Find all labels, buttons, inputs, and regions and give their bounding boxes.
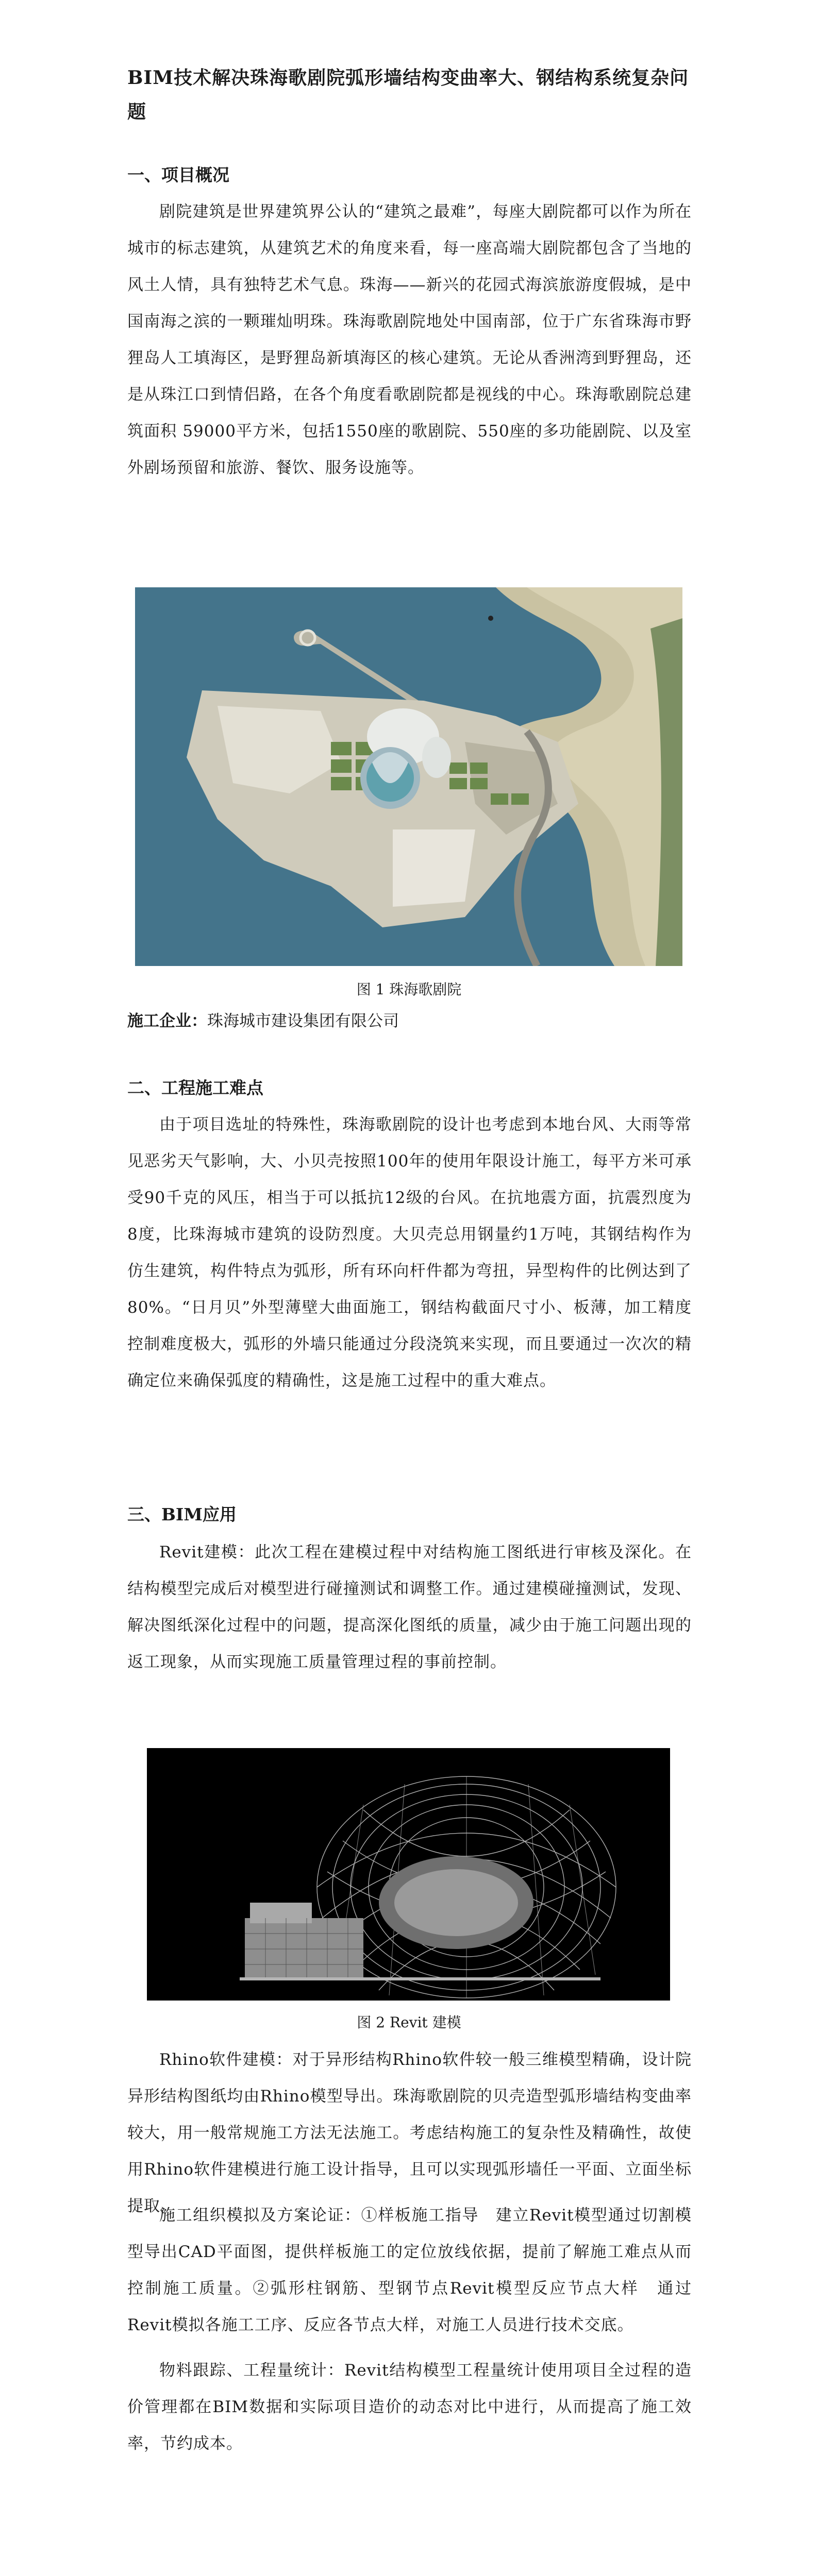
overview-paragraph: 剧院建筑是世界建筑界公认的“建筑之最难”，每座大剧院都可以作为所在城市的标志建筑，从建筑艺术的角度来看，每一座高端大剧院都包含了当地的风土人情，具有独特艺术气息。珠海——新兴的花园式海滨旅游度假城，是中国南海之滨的一颗璀灿明珠。珠海歌剧院地处中国南部，位于广东省珠海市野狸岛人工填海区，是野狸岛新填海区的核心建筑。无论从香洲湾到野狸岛，还是从珠江口到情侣路，在各个角度看歌剧院都是视线的中心。珠海歌剧院总建筑面积 59000平方米，包括1550座的歌剧院、550座的多功能剧院、以及室外剧场预留和旅游、餐饮、服务设施等。	[127, 202, 692, 477]
opera-house-aerial-image	[135, 587, 682, 966]
section-heading-bim: 三、BIM应用	[127, 1504, 237, 1524]
document-title: BIM技术解决珠海歌剧院弧形墙结构变曲率大、钢结构系统复杂问题	[127, 67, 689, 123]
construction-simulation-paragraph: 施工组织模拟及方案论证：①样板施工指导 建立Revit模型通过切割模型导出CAD平面图，提供样板施工的定位放线依据，提前了解施工难点从而控制施工质量。②弧形柱钢筋、型钢节点Revit模型反应节点大样 通过Revit模拟各施工工序、反应各节点大样，对施工人员进行技术交底。	[127, 2206, 692, 2334]
rhino-modeling-paragraph: Rhino软件建模：对于异形结构Rhino软件较一般三维模型精确，设计院异形结构图纸均由Rhino模型导出。珠海歌剧院的贝壳造型弧形墙结构变曲率较大，用一般常规施工方法无法施工。考虑结构施工的复杂性及精确性，故使用Rhino软件建模进行施工设计指导，且可以实现弧形墙任一平面、立面坐标提取。	[127, 2050, 692, 2215]
section-heading-overview: 一、项目概况	[127, 165, 229, 185]
construction-company-line	[127, 1010, 399, 1032]
material-tracking-paragraph: 物料跟踪、工程量统计：Revit结构模型工程量统计使用项目全过程的造价管理都在BIM数据和实际项目造价的动态对比中进行，从而提高了施工效率，节约成本。	[127, 2361, 692, 2453]
revit-modeling-paragraph: Revit建模：此次工程在建模过程中对结构施工图纸进行审核及深化。在结构模型完成后对模型进行碰撞测试和调整工作。通过建模碰撞测试，发现、解决图纸深化过程中的问题，提高深化图纸的质量，减少由于施工问题出现的返工现象，从而实现施工质量管理过程的事前控制。	[127, 1543, 692, 1671]
figure-1-caption: 图 1 珠海歌剧院	[356, 981, 462, 998]
revit-model-image	[147, 1748, 670, 2001]
company-name: 珠海城市建设集团有限公司	[207, 1012, 399, 1030]
figure-2-caption: 图 2 Revit 建模	[357, 2014, 461, 2031]
section-heading-difficulties: 二、工程施工难点	[127, 1078, 263, 1098]
company-label: 施工企业：	[127, 1012, 207, 1030]
difficulties-paragraph: 由于项目选址的特殊性，珠海歌剧院的设计也考虑到本地台风、大雨等常见恶劣天气影响，大、小贝壳按照100年的使用年限设计施工，每平方米可承受90千克的风压，相当于可以抵抗12级的台风。在抗地震方面，抗震烈度为8度，比珠海城市建筑的设防烈度。大贝壳总用钢量约1万吨，其钢结构作为仿生建筑，构件特点为弧形，所有环向杆件都为弯扭，异型构件的比例达到了80%。“日月贝”外型薄壁大曲面施工，钢结构截面尺寸小、板薄，加工精度控制难度极大，弧形的外墙只能通过分段浇筑来实现，而且要通过一次次的精确定位来确保弧度的精确性，这是施工过程中的重大难点。	[127, 1115, 692, 1390]
